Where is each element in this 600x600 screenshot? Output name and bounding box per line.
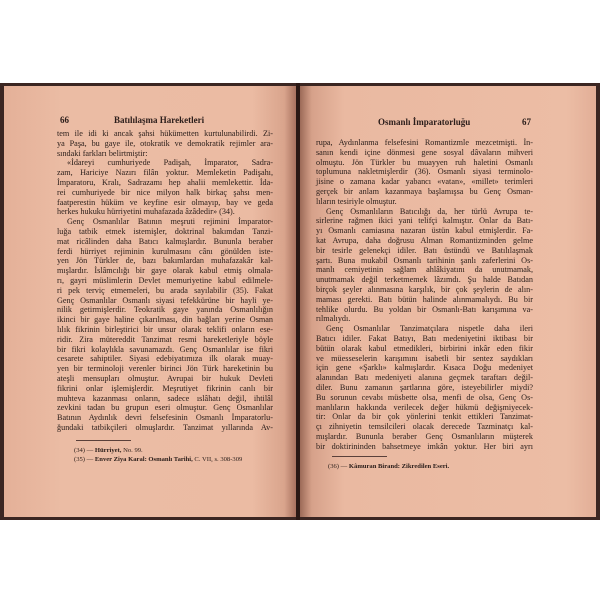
footnote-number: (34) —: [74, 447, 94, 454]
text-line: sındaki farkları belirtmiştir:: [57, 148, 148, 158]
text-line: kat Avrupa, daha doğrusu Alman Romantizminden gelme: [316, 236, 533, 245]
text-line: sanın kendi içine dönmesi gene sosyal dâvaların mihveri: [316, 147, 533, 157]
text-line: ve müesseselerin karışımını isabetli bir sentez saydıkları: [316, 353, 533, 363]
text-line: muhteva kazanması onların, sadece ıslâhatı değil, ihtilâl: [57, 393, 273, 403]
footnote-source: Enver Ziya Karal: Osmanlı Tarihi,: [94, 455, 193, 463]
text-line: Genç Osmanlıların Batıcılığı da, her türlü Avrupa te-: [326, 206, 533, 216]
text-line: yı Osmanlı camiasına nazaran üstün kabul etmişlerdir. Fa-: [316, 226, 533, 236]
text-line: olmuştu. Jön Türkler bu muayyen ruh haletini Osmanlı: [316, 157, 533, 167]
text-line: ridir. Zira mütereddit Tanzimat resmi hareketleriyle böyle: [57, 334, 273, 344]
open-book: [0, 83, 600, 520]
text-line: için gene «Şarklı» kalmışlardır. Kısaca Doğu medeniyet: [316, 363, 533, 373]
text-line: Bu sorunun cevabı müsbette olsa, menfi de olsa, Genç Os-: [316, 392, 533, 402]
text-line: cesarete sahiptiler. Siyasi edebiyatımıza ilk olarak muay-: [57, 354, 273, 364]
page-number-right: 67: [522, 117, 531, 127]
running-title-right: Osmanlı İmparatorluğu: [378, 117, 471, 127]
text-line: diler. Bunu zamanın şartlarına göre, isteyebilirler miydi?: [316, 383, 533, 392]
text-line: Genç Osmanlılar Osmanlı siyasi tefekkürüne bir hayli ye-: [57, 295, 273, 305]
text-line: jisine o zamana kadar yabancı «vatan», «millet» terimleri: [316, 177, 533, 187]
footnote-rule: [76, 440, 131, 441]
running-title-left: Batılılaşma Hareketleri: [114, 115, 205, 125]
text-line: tehlike olurdu. Bu yoldan bir Osmanlı-Batı karışımına va-: [316, 304, 533, 314]
text-line: ğundaki tatbikçileri olmuşlardır. Tanzimat yıllarında Av-: [57, 423, 273, 432]
text-line: Batının Aydınlık devri felsefesinin Osmanlı İmparatorlu-: [57, 413, 273, 423]
text-line: ikinci bir gaye haline çıkarılması, din bağları yerine Osman: [57, 315, 273, 325]
text-line: ateşli mensupları olmuştur. Avrupai bir hukuk Devleti: [57, 374, 273, 383]
footnote-rule: [332, 456, 387, 457]
text-line: manlı cemiyetinin sağlam ahlâkiyatını da unutmamak,: [316, 265, 533, 275]
text-line: lıların tesiriyle olmuştur.: [316, 196, 397, 206]
text-line: bir doktirininden bahsetmeye imkân yoktur. Her biri ayrı: [316, 441, 533, 451]
text-line: birçok şeyler alınmasına karşılık, bir çok şeylerin de alın-: [316, 285, 533, 294]
text-line: rupa, Aydınlanma felsefesini Romantizmle mezcetmişti. İn-: [316, 138, 533, 147]
text-line: luğa tatbik etmek istemişler, doktrinal bakımdan Tanzi-: [57, 227, 273, 236]
footnote-number: (35) —: [74, 455, 94, 463]
text-line: rılmalıydı.: [316, 314, 351, 324]
text-line: ri pek terviç etmemeleri, bu arada sayılabilir (35). Fakat: [57, 285, 273, 295]
text-line: alanından Batı medeniyeti alanına geçmek taraftarı değil-: [316, 373, 533, 383]
text-line: rı, gayri müslimlerin Devlet memuriyetine kabul edilmele-: [57, 276, 273, 285]
text-line: gerçek bir anlam kazanmaya başlamışsa bu Genç Osman-: [316, 187, 533, 196]
text-line: mat ricâlinden daha Batıcı kalmışlardır. Bununla beraber: [57, 236, 273, 246]
text-line: unutmamak değil terketmemek lâzımdı. Şu halde Batıdan: [316, 275, 533, 285]
text-line: fikrini onlar işlemişlerdir. Meşrutiyet fikrinin canlı bir: [57, 383, 273, 393]
text-line: İmparatoru, Kralı, Sadrazamı hep ahalii memlekettir. İda-: [57, 178, 273, 187]
text-line: toplumuna nakletmişlerdir (36). Osmanlı siyasi terminolo-: [316, 167, 533, 177]
text-line: Genç Osmanlılar Tanzimatçılara nispetle daha ileri: [326, 324, 533, 334]
text-line: çı zihniyetin temsilcileri olacak derecede Tazminatçı kal-: [316, 422, 533, 432]
text-line: tir: Onlar da bir çok yönlerini tenkit ettikleri Tanzimat-: [316, 412, 533, 422]
text-line: rei cumhuriyede bir nice milyon halk birkaç şahsı men-: [57, 187, 273, 197]
text-line: Genç Osmanlılar Batının meşruti rejimini İmparator-: [67, 217, 273, 227]
footnote: [328, 463, 449, 470]
text-line: lılık fikrinin birleştirici bir unsur olarak teklifi onların ese-: [57, 325, 273, 334]
text-line: herkes hukuku hürriyetini muhafazada âzâdedir» (34).: [57, 207, 235, 217]
text-line: maması gerekti. Batı bütün halinde alınmamalıydı. Bu bir: [316, 294, 533, 304]
footnote-source: Hürriyet,: [94, 447, 122, 454]
text-line: manlıların hakkında verilecek değer hükmü değişmiyecek-: [316, 402, 533, 412]
text-line: sirlerine rağmen ikici yani telifçi kalmıştır. Onlar da Batı-: [316, 216, 533, 226]
text-line: mışlardır. Bununla beraber Genç Osmanlıların müşterek: [316, 432, 533, 441]
text-line: bir fikri kolaylıkla savunamazdı. Genç Osmanlılar ise fikri: [57, 344, 273, 354]
text-line: nilik getirmişlerdir. Teokratik gaye yanında Osmanlılığın: [57, 305, 273, 315]
text-line: zam, Hariciye Nazırı filân yoktur. Memleketin Padişahı,: [57, 168, 273, 178]
text-line: faatperestin hüküm ve keyfine esir olmayıp, bay ve geda: [57, 197, 273, 207]
footnote-detail: No. 99.: [121, 447, 143, 454]
footnote: [74, 456, 242, 463]
text-line: ferdi hürriyet rejiminin kurulmasını cânı gönülden iste-: [57, 246, 273, 256]
text-line: Batıcı idiler. Fakat Batıyı, Batı medeniyetini iktibası bir: [316, 334, 533, 343]
footnote-detail: C. VII, s. 308-309: [192, 455, 243, 463]
text-line: şartı. Buna mukabil Osmanlı tarihinin şanlı zaferlerini Os-: [316, 255, 533, 265]
text-line: ya Paşa, bu gaye ile, otokratik ve demokratik rejimler ara-: [57, 138, 273, 148]
right-page: [300, 86, 596, 517]
text-line: bir tesirle gelenekçi idiler. Batı üstündü ve Batılılaşmak: [316, 245, 533, 255]
page-number-left: 66: [60, 115, 69, 125]
footnote-source: Kâmuran Birand: Zikredilen Eseri.: [348, 463, 450, 470]
footnote: [74, 447, 143, 454]
text-line: mışlardır. İslâmcılığı bir gaye olarak kabul etmiş olmala-: [57, 266, 273, 276]
text-line: zevkini tadan bu grupun eseri olmuştur. Genç Osmanlılar: [57, 403, 273, 413]
text-line: tem ile idi ki ancak şahsi hükümetten kurtulunabilirdi. Zi-: [57, 129, 273, 138]
text-line: yen Jön Türkler de, bazı bakımlardan muhafazakâr kal-: [57, 256, 273, 266]
text-line: yen bir terminoloji verenler birinci Jön Türk hareketinin bu: [57, 364, 273, 374]
text-line: «İdareyi cumhuriyede Padişah, İmparator, Sadra-: [67, 158, 273, 168]
left-page: [4, 86, 296, 517]
text-line: bütün olarak kabul etmedikleri, birbirini inkâr eden fikir: [316, 343, 533, 353]
footnote-number: (36) —: [328, 463, 348, 470]
